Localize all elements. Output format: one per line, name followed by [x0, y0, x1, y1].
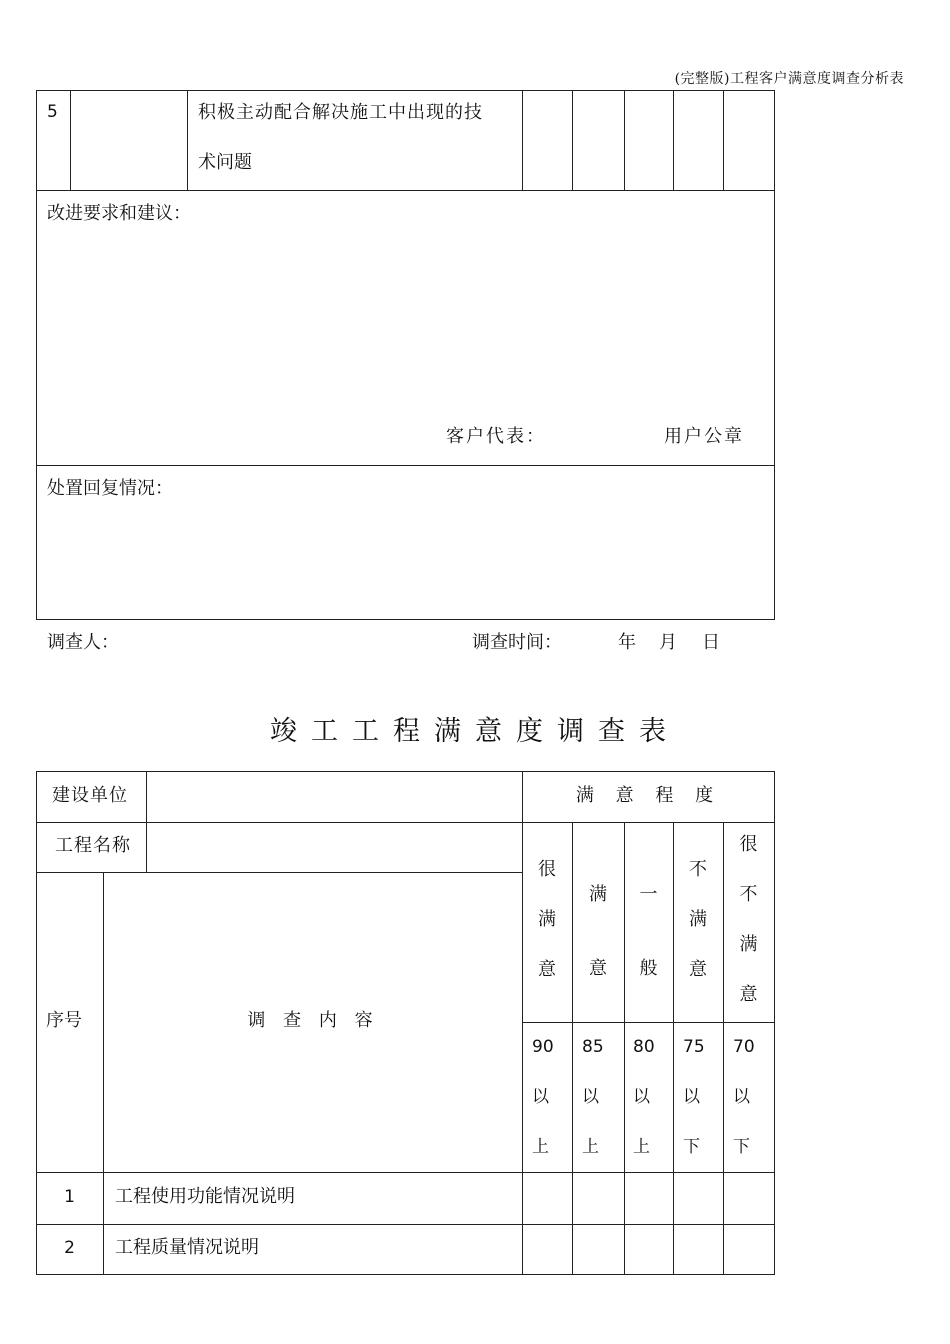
survey-content-header: 调 查 内 容	[247, 1010, 379, 1031]
year-label: 年	[618, 632, 636, 653]
sequence-label: 序号	[46, 1010, 82, 1031]
day-label: 日	[702, 632, 720, 653]
row-content-line2: 术问题	[198, 152, 252, 173]
document-header-title: (完整版)工程客户满意度调查分析表	[674, 71, 904, 87]
level-average: 一 般	[639, 884, 658, 979]
score-average: 80 以 上	[633, 1037, 655, 1157]
level-very-satisfied: 很 满 意	[538, 859, 556, 980]
project-name-label: 工程名称	[55, 835, 131, 856]
table-row-1-number: 1	[64, 1187, 75, 1207]
score-very-satisfied: 90 以 上	[532, 1037, 554, 1157]
investigator-label: 调查人：	[47, 632, 119, 653]
handling-label: 处置回复情况：	[47, 478, 173, 499]
score-very-unsatisfied: 70 以 下	[733, 1037, 755, 1157]
row-number: 5	[47, 102, 58, 122]
table-row-2-content: 工程质量情况说明	[115, 1237, 259, 1258]
construction-unit-label: 建设单位	[52, 785, 128, 806]
form-title: 竣工工程满意度调查表	[270, 716, 680, 747]
score-satisfied: 85 以 上	[582, 1037, 604, 1157]
survey-time-label: 调查时间：	[472, 632, 562, 653]
month-label: 月	[659, 632, 677, 653]
row-content-line1: 积极主动配合解决施工中出现的技	[198, 102, 483, 123]
level-very-unsatisfied: 很 不 满 意	[739, 834, 758, 1005]
satisfaction-level-header: 满 意 程 度	[575, 785, 722, 806]
user-seal-label: 用户公章	[664, 426, 744, 447]
table-row-2-number: 2	[64, 1238, 75, 1258]
customer-rep-label: 客户代表：	[446, 426, 546, 447]
level-unsatisfied: 不 满 意	[689, 859, 707, 980]
level-satisfied: 满 意	[589, 884, 607, 979]
table-row-1-content: 工程使用功能情况说明	[115, 1186, 295, 1207]
score-unsatisfied: 75 以 下	[683, 1037, 705, 1157]
suggestions-label: 改进要求和建议：	[47, 203, 191, 224]
